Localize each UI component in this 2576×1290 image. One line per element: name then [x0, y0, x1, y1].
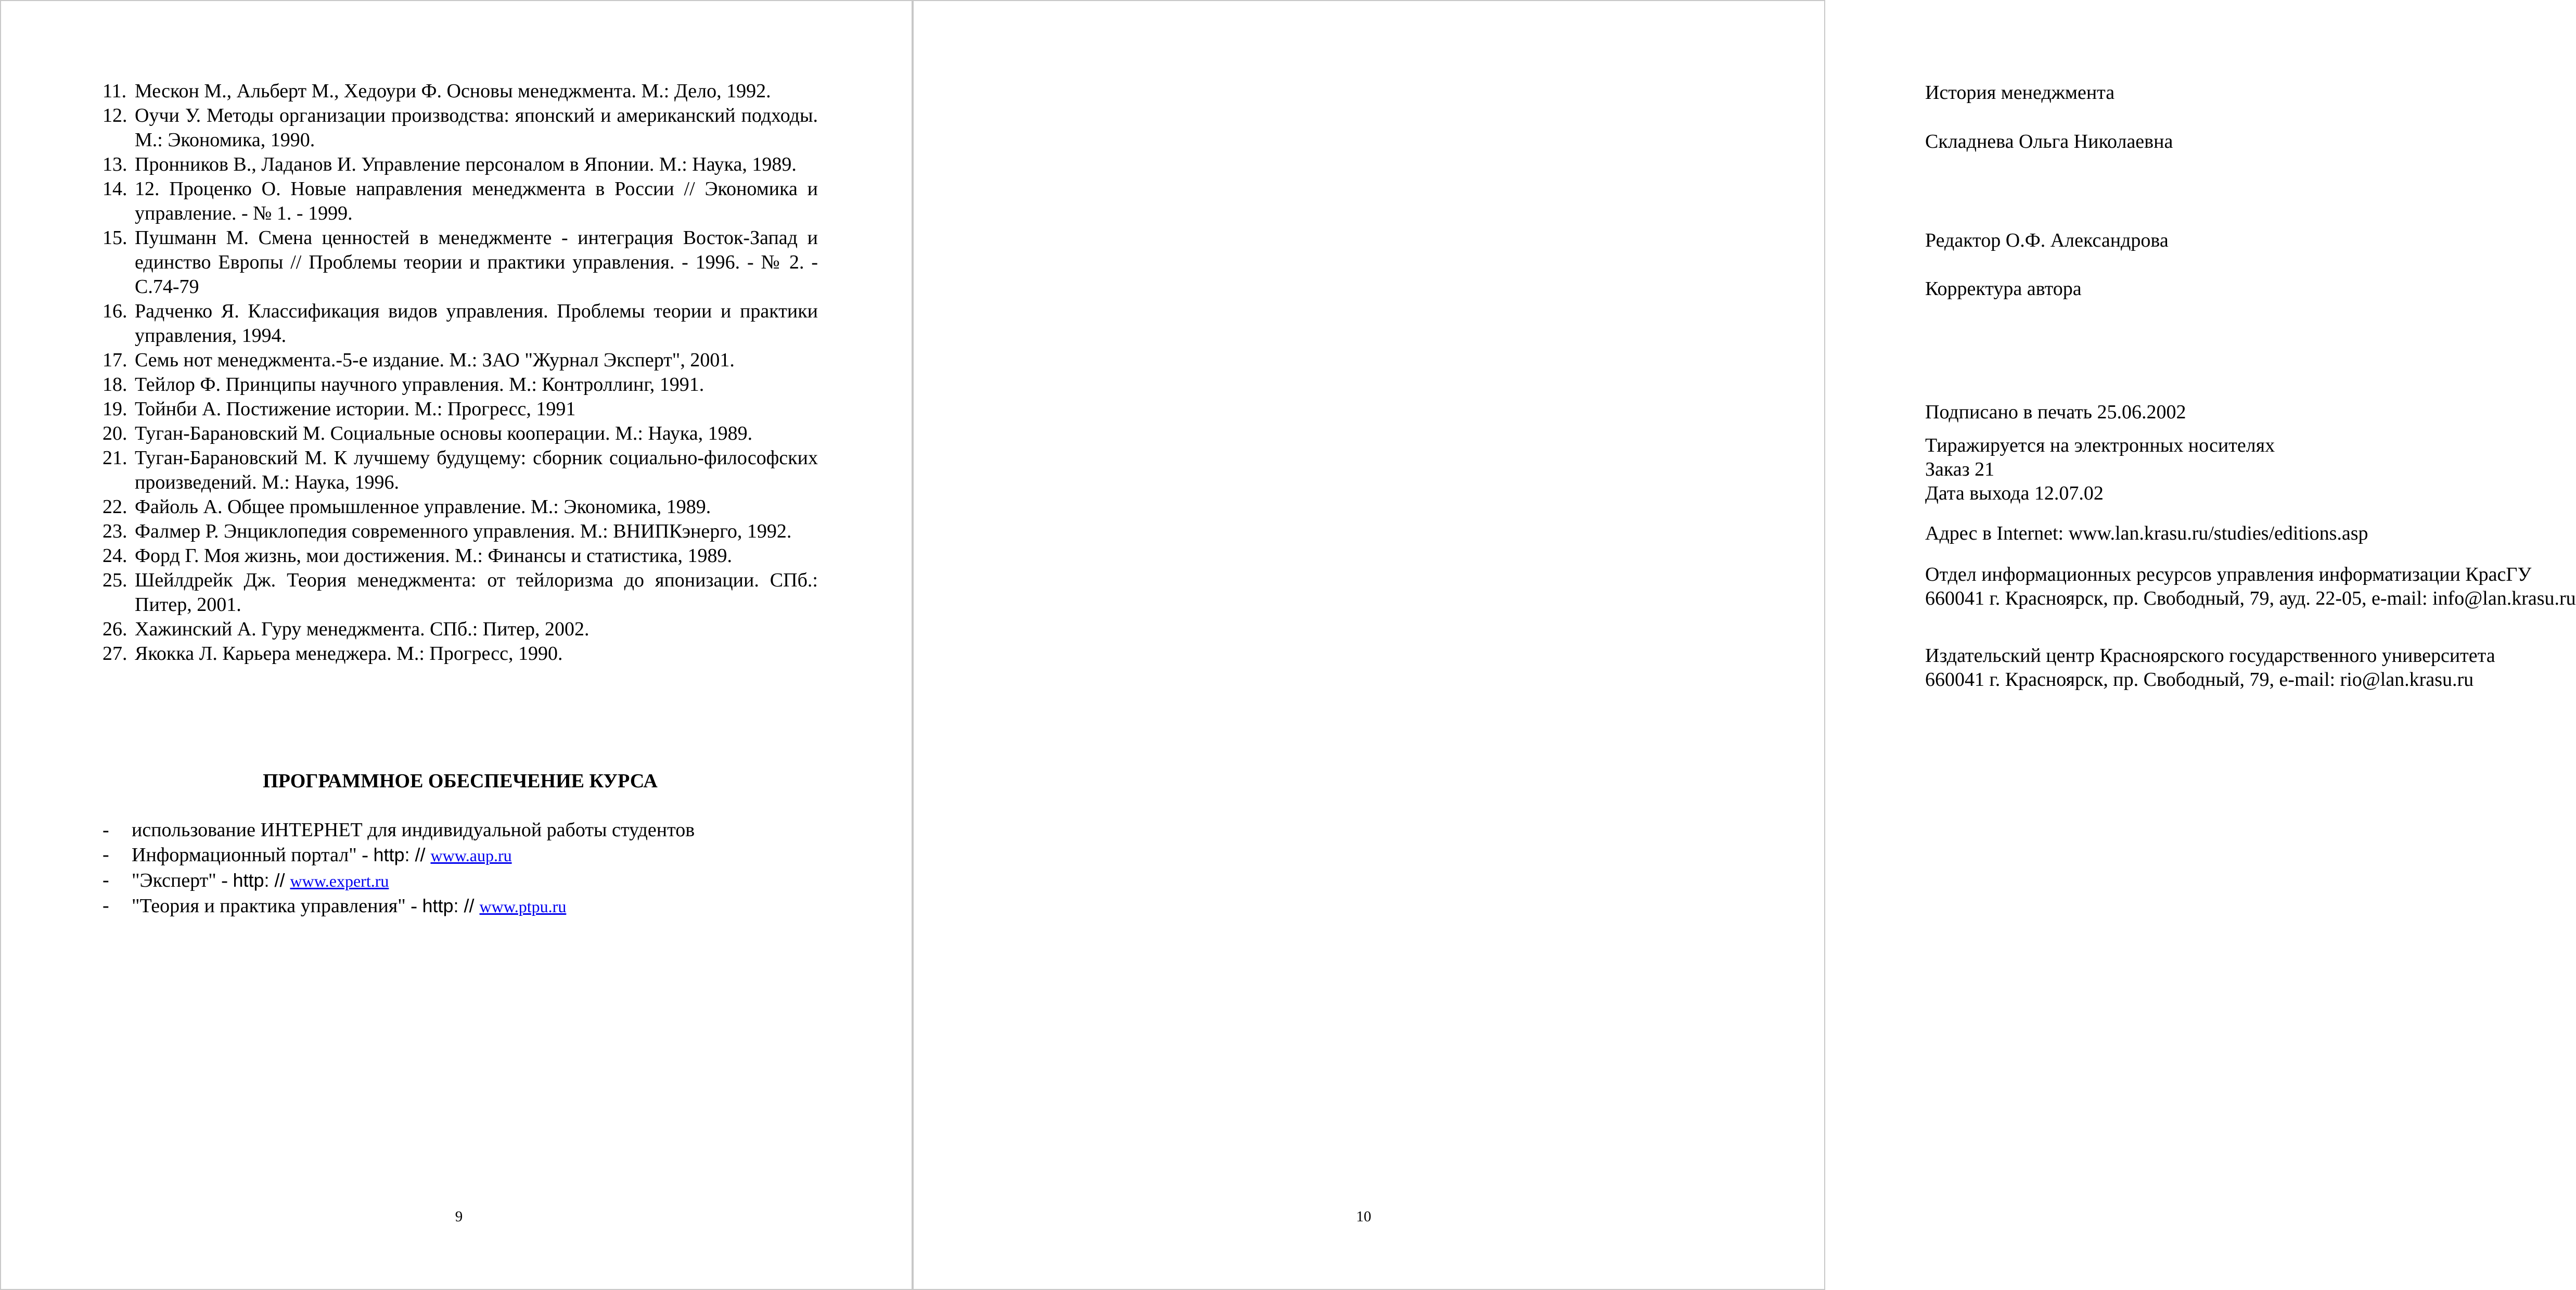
page-number-right: 10	[1356, 1208, 1372, 1225]
website-link[interactable]: www.expert.ru	[290, 872, 389, 890]
reference-number: 20.	[102, 423, 127, 444]
reference-item	[102, 104, 818, 152]
reference-number: 15.	[102, 227, 127, 249]
reference-item	[102, 519, 818, 544]
internet-address-line: Адрес в Internet: www.lan.krasu.ru/studies/editions.asp	[1925, 522, 2368, 544]
reference-number: 21.	[102, 447, 127, 469]
reference-item	[102, 617, 818, 642]
reference-text: Форд Г. Моя жизнь, мои достижения. М.: Финансы и статистика, 1989.	[135, 545, 732, 567]
reference-number: 19.	[102, 398, 127, 420]
list-dash: -	[102, 844, 109, 865]
software-item-text: "Эксперт" -	[132, 870, 233, 891]
software-item	[102, 868, 818, 893]
reference-item	[102, 642, 818, 666]
reference-number: 13.	[102, 154, 127, 175]
reference-text: Туган-Барановский М. Социальные основы кооперации. М.: Наука, 1989.	[135, 423, 753, 444]
reference-number: 26.	[102, 618, 127, 640]
reference-text: Шейлдрейк Дж. Теория менеджмента: от тейлоризма до японизации. СПб.: Питер, 2001.	[135, 569, 818, 616]
editor-line: Редактор О.Ф. Александрова	[1925, 229, 2169, 251]
reference-item	[102, 152, 818, 177]
reference-item	[102, 422, 818, 446]
reference-text: Радченко Я. Классификация видов управления. Проблемы теории и практики управления, 1994.	[135, 300, 818, 347]
reference-text: Пушманн М. Смена ценностей в менеджменте - интеграция Восток-Запад и единство Европы // Проблемы теории и практики управления. - 1996. - № 2. - С.74-79	[135, 227, 818, 298]
reference-text: Пронников В., Ладанов И. Управление персоналом в Японии. М.: Наука, 1989.	[135, 154, 797, 175]
reference-item	[102, 79, 818, 104]
reference-text: Семь нот менеджмента.-5-е издание. М.: ЗАО "Журнал Эксперт", 2001.	[135, 349, 735, 371]
reference-item	[102, 446, 818, 495]
reference-item	[102, 373, 818, 397]
reference-text: Тейлор Ф. Принципы научного управления. М.: Контроллинг, 1991.	[135, 374, 704, 395]
reference-text: Файоль А. Общее промышленное управление. М.: Экономика, 1989.	[135, 496, 711, 518]
department-address: 660041 г. Красноярск, пр. Свободный, 79, ауд. 22-05, e-mail: info@lan.krasu.ru	[1925, 587, 2576, 609]
software-item-text: использование ИНТЕРНЕТ для индивидуальной работы студентов	[132, 819, 695, 841]
reference-number: 23.	[102, 520, 127, 542]
replication-line: Тиражируется на электронных носителях	[1925, 435, 2275, 456]
author-name: Складнева Ольга Николаевна	[1925, 131, 2173, 152]
page-left	[0, 0, 913, 1290]
reference-number: 27.	[102, 643, 127, 665]
list-dash: -	[102, 869, 109, 891]
reference-list	[102, 79, 818, 666]
order-line: Заказ 21	[1925, 458, 1995, 480]
reference-text: Туган-Барановский М. К лучшему будущему: сборник социально-философских произведений. М.: Наука, 1996.	[135, 447, 818, 493]
reference-item	[102, 348, 818, 373]
signed-line: Подписано в печать 25.06.2002	[1925, 401, 2186, 423]
reference-text: Хажинский А. Гуру менеджмента. СПб.: Питер, 2002.	[135, 618, 589, 640]
website-link[interactable]: www.aup.ru	[430, 846, 512, 865]
software-item	[102, 842, 818, 868]
reference-number: 14.	[102, 178, 127, 200]
http-prefix: http: //	[233, 870, 290, 891]
reference-number: 25.	[102, 569, 127, 591]
website-link[interactable]: www.ptpu.ru	[479, 897, 567, 916]
reference-number: 11.	[102, 80, 127, 102]
publisher-address: 660041 г. Красноярск, пр. Свободный, 79, e-mail: rio@lan.krasu.ru	[1925, 669, 2474, 691]
reference-item	[102, 226, 818, 299]
department-name: Отдел информационных ресурсов управления информатизации КрасГУ	[1925, 564, 2532, 585]
reference-number: 17.	[102, 349, 127, 371]
reference-text: Мескон М., Альберт М., Хедоури Ф. Основы менеджмента. М.: Дело, 1992.	[135, 80, 771, 102]
reference-number: 24.	[102, 545, 127, 567]
http-prefix: http: //	[422, 895, 480, 916]
reference-item	[102, 177, 818, 226]
publisher-name: Издательский центр Красноярского государственного университета	[1925, 645, 2495, 667]
reference-text: Тойнби А. Постижение истории. М.: Прогресс, 1991	[135, 398, 576, 420]
software-item-text: Информационный портал" -	[132, 844, 374, 866]
reference-text: Якокка Л. Карьера менеджера. М.: Прогресс, 1990.	[135, 643, 563, 665]
reference-number: 12.	[102, 105, 127, 126]
http-prefix: http: //	[373, 844, 431, 865]
proofreading-line: Корректура автора	[1925, 278, 2082, 300]
reference-number: 22.	[102, 496, 127, 518]
reference-number: 16.	[102, 300, 127, 322]
book-title: История менеджмента	[1925, 82, 2115, 104]
reference-item	[102, 568, 818, 617]
reference-item	[102, 397, 818, 422]
software-item	[102, 818, 818, 842]
software-heading: ПРОГРАММНОЕ ОБЕСПЕЧЕНИЕ КУРСА	[263, 770, 658, 792]
software-item	[102, 893, 818, 919]
reference-text: Фалмер Р. Энциклопедия современного управления. М.: ВНИПКэнерго, 1992.	[135, 520, 792, 542]
software-item-text: "Теория и практика управления" -	[132, 895, 422, 917]
reference-number: 18.	[102, 374, 127, 395]
reference-item	[102, 495, 818, 519]
software-list	[102, 818, 818, 919]
reference-item	[102, 544, 818, 568]
page-number-left: 9	[455, 1208, 463, 1225]
reference-text: Оучи У. Методы организации производства: японский и американский подходы. М.: Экономика, 1990.	[135, 105, 818, 151]
release-date-line: Дата выхода 12.07.02	[1925, 482, 2104, 504]
reference-text: 12. Проценко О. Новые направления менеджмента в России // Экономика и управление. - № 1. - 1999.	[135, 178, 818, 224]
page-right	[913, 0, 2576, 1290]
reference-item	[102, 299, 818, 348]
list-dash: -	[102, 819, 109, 841]
list-dash: -	[102, 895, 109, 916]
